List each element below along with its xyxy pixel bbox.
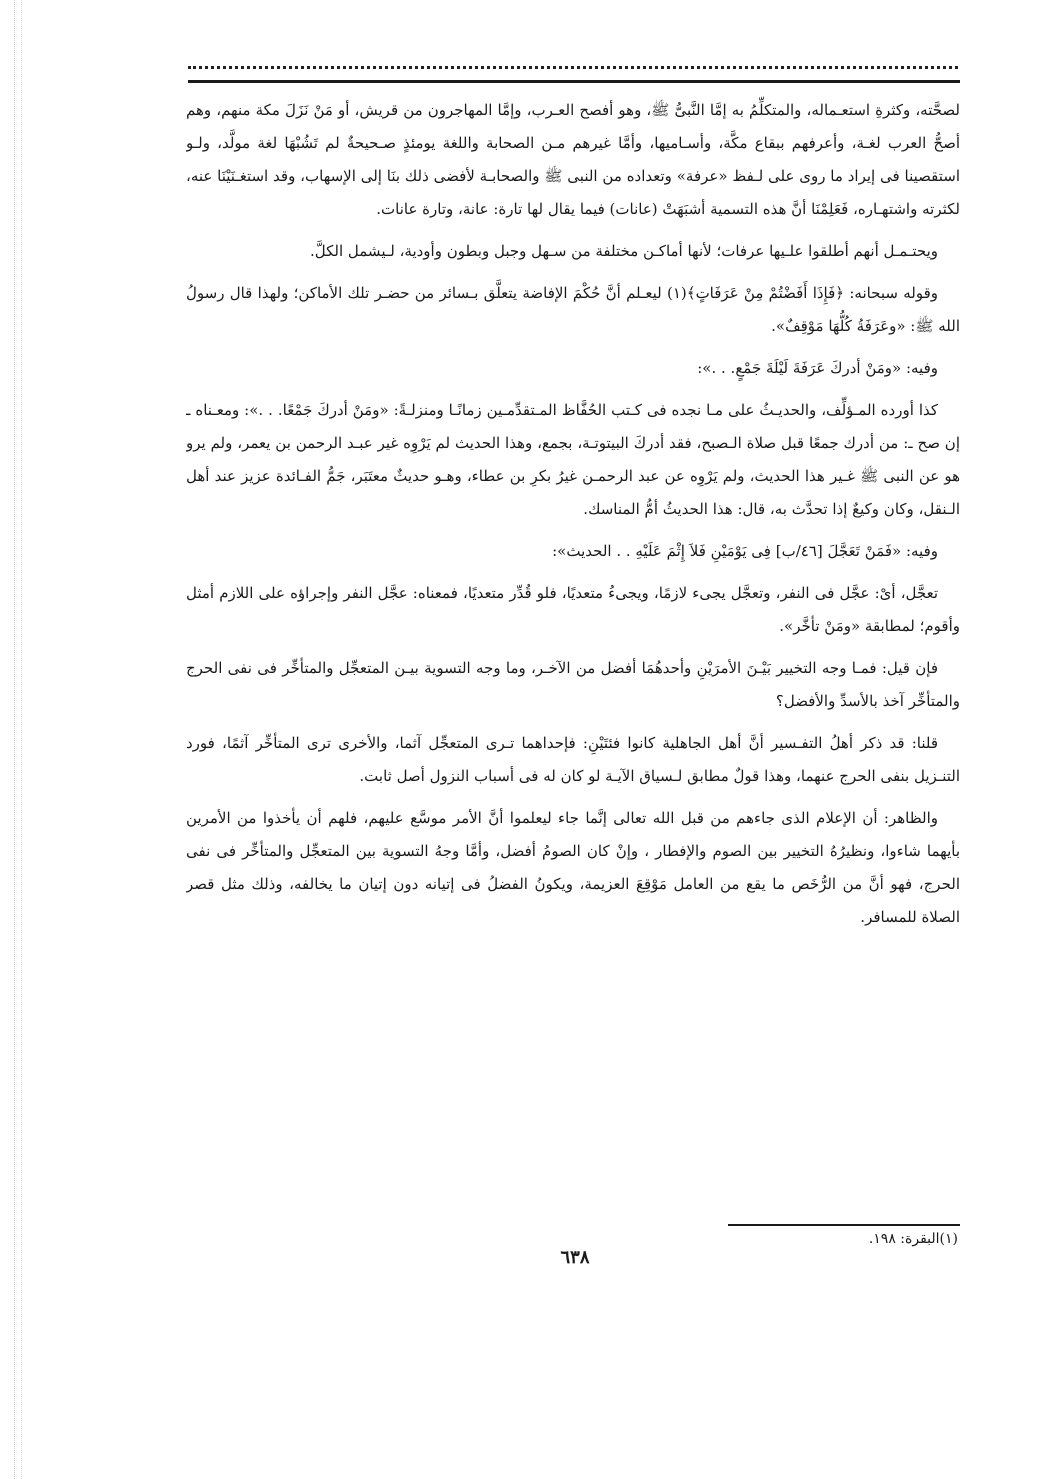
header-rule xyxy=(188,80,960,83)
paragraph-6: وفيه: «فَمَنْ تَعَجَّلَ [٤٦/ب] فِى يَوْمَيْنِ فَلاَ إِثْمَ عَلَيْهِ . . الحديث»: xyxy=(552,542,938,560)
header-dotted-line xyxy=(188,66,958,69)
page-number: ٦٣٨ xyxy=(560,1247,590,1268)
paragraph-3: وقوله سبحانه: ﴿فَإِذَا أَفَضْتُمْ مِنْ عَرَفَاتٍ﴾(١) ليعـلم أنَّ حُكْمَ الإفاضة يتعلَّق بـسائر من حضـر تلك الأماكن؛ ولهذا قال رسولُ الله ﷺ: «وعَرَفَةُ كُلُّهَا مَوْقِفٌ». xyxy=(186,284,960,335)
paragraph-8: فإن قيل: فمـا وجه التخيير بَيْـنَ الأمرَيْنِ وأحدهُمَا أفضل من الآخـر، وما وجه التسوية بيـن المتعجِّل والمتأخِّر فى نفى الحرج والمتأخِّر آخذ بالأسدِّ والأفضل؟ xyxy=(186,659,960,710)
paragraph-1: لصحَّته، وكثرةِ استعـماله، والمتكلِّمُ به إمَّا النَّبىُّ ﷺ، وهو أفصح العـرب، وإمَّا المهاجرون من قريش، أو مَنْ نَزَلَ مكة منهم، وهم أصحُّ العرب لغـة، وأعرفهم ببقاع مكَّة، وأسـاميها، وأمَّا غيرهم مـن الصحابة واللغة يومئذٍ صـحيحةٌ لم تَشُبْهَا لغة مولَّد، ولـو استقصينا فى إيراد ما روى على لـفظ «عرفة» وتعداده من النبى ﷺ والصحابـة لأفضى ذلك بنَا إلى الإسهاب، وقد استغـنَيْنَا عنه، لكثرته واشتهـاره، فَعَلِمْنَا أنَّ هذه التسمية أشبَهَتْ (عانات) فيما يقال لها تارة: عانة، وتارة عانات. xyxy=(186,101,960,218)
paragraph-4: وفيه: «ومَنْ أدركَ عَرَفَةَ لَيْلَةَ جَمْعٍ. . .»: xyxy=(697,359,938,377)
paragraph-9: قلنا: قد ذكر أهلُ التفـسير أنَّ أهل الجاهلية كانوا فئتَيْنِ: فإحداهما تـرى المتعجِّل آثما، والأخرى ترى المتأخِّر آثمًا، فورد التنـزيل بنفى الحرج عنهما، وهذا قولٌ مطابق لـسياق الآيـة لو كان له فى أسباب النزول أصل ثابت. xyxy=(186,734,960,785)
scan-edge-line xyxy=(14,0,22,1479)
paragraph-10: والظاهر: أن الإعلام الذى جاءهم من قبل الله تعالى إنَّما جاء ليعلموا أنَّ الأمر موسَّع عليهم، فلهم أن يأخذوا من الأمرين بأيهما شاءوا، ونظيرُهُ التخيير بين الصوم والإفطار ، وإنْ كان الصومُ أفضل، وأمَّا وجهُ التسوية بين المتعجِّل والمتأخِّر فى نفى الحرج، فهو أنَّ من الرُّخَص ما يقع من العامل مَوْقِعَ العزيمة، ويكونُ الفضلُ فى إتيانه دون إتيان ما يخالفه، وذلك مثل قصر الصلاة للمسافر. xyxy=(186,809,960,926)
paragraph-5: كذا أورده المـؤلِّف، والحديـثُ على مـا نجده فى كـتب الحُفَّاظ المـتقدِّمـين زمانًـا ومنزلـةً: «ومَنْ أدركَ جَمْعًا. . .»: ومعـناه ـ إن صح ـ: من أدرك جمعًا قبل صلاة الـصبح، فقد أدركَ البيتوتـة، بجمع، وهذا الحديث لم يَرْوِه غير عبـد الرحمن بن يعمر، ولم يرو هو عن النبى ﷺ غـير هذا الحديث، ولم يَرْوِه عن عبد الرحمـن غيرُ بكرِ بن عطاء، وهـو حديثٌ معتَبَر، جَمُّ الفـائدة عزيز عند أهل الـنقل، وكان وكيعٌ إذا تحدَّث به، قال: هذا الحديثُ أمُّ المناسك. xyxy=(186,401,960,518)
paragraph-2: ويحتـمـل أنهم أطلقوا علـيها عرفات؛ لأنها أماكـن مختلفة من سـهل وجبل وبطون وأودية، لـيشمل الكلَّ. xyxy=(309,242,938,260)
main-text xyxy=(186,94,960,1222)
footnote-rule xyxy=(728,1224,960,1226)
footnote: (١)البقرة: ١٩٨. xyxy=(868,1231,958,1247)
paragraph-7: تعجَّل، أىْ: عجَّل فى النفر، وتعجَّل يجىء لازمًا، ويجىءُ متعديًا، فلو قُدِّر متعديًا، فمعناه: عجَّل النفر وإجراؤه على اللازم أمثل وأقوم؛ لمطابقة «ومَنْ تأخَّر». xyxy=(186,584,960,635)
